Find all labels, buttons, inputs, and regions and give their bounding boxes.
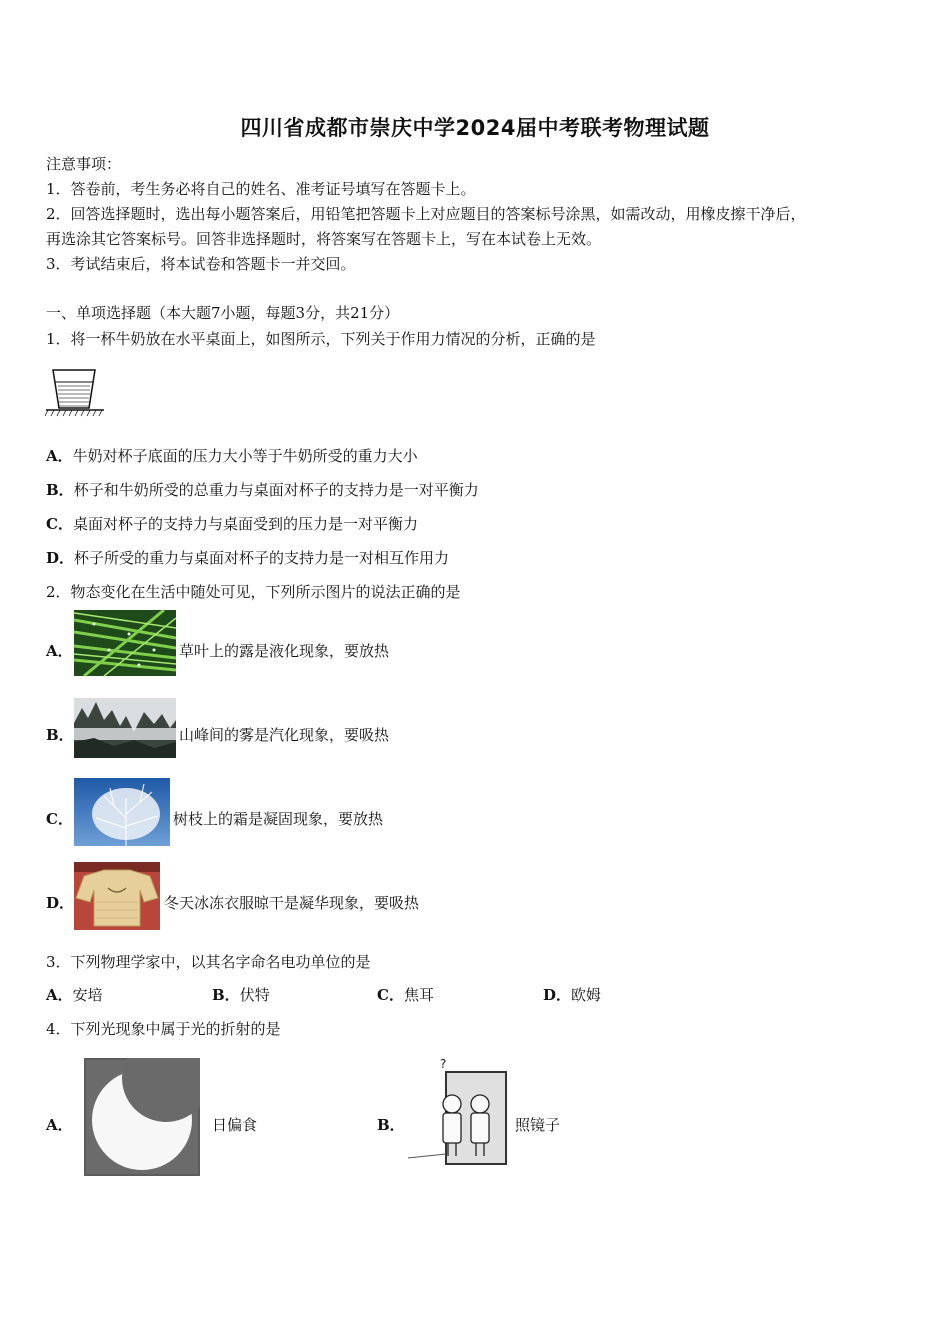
q4-option-a-label: A． bbox=[46, 1116, 73, 1134]
mirror-boy-image bbox=[406, 1054, 510, 1168]
frost-tree-photo bbox=[74, 778, 170, 846]
q2-option-c-label: C． bbox=[46, 810, 73, 828]
q4-option-a-text: 日偏食 bbox=[212, 1116, 258, 1134]
question-1-stem: 1．将一杯牛奶放在水平桌面上，如图所示，下列关于作用力情况的分析，正确的是 bbox=[46, 330, 596, 348]
notice-heading: 注意事项： bbox=[46, 155, 122, 173]
q1-option-b: B．杯子和牛奶所受的总重力与桌面对杯子的支持力是一对平衡力 bbox=[46, 481, 479, 499]
q4-option-b-text: 照镜子 bbox=[515, 1116, 561, 1134]
q3-option-c: C．焦耳 bbox=[377, 986, 434, 1004]
question-4-stem: 4．下列光现象中属于光的折射的是 bbox=[46, 1020, 281, 1038]
q2-option-b-text: 山峰间的雾是汽化现象，要吸热 bbox=[179, 726, 390, 744]
notice-item-2: 2．回答选择题时，选出每小题答案后，用铅笔把答题卡上对应题目的答案标号涂黑，如需改动，用橡皮擦干净后， bbox=[46, 205, 806, 223]
q2-option-d-text: 冬天冰冻衣服晾干是凝华现象，要吸热 bbox=[164, 894, 420, 912]
page-title: 四川省成都市崇庆中学2024届中考联考物理试题 bbox=[240, 116, 710, 140]
notice-item-1: 1．答卷前，考生务必将自己的姓名、准考证号填写在答题卡上。 bbox=[46, 180, 476, 198]
q1-option-c: C．桌面对杯子的支持力与桌面受到的压力是一对平衡力 bbox=[46, 515, 418, 533]
notice-item-2-cont: 再选涂其它答案标号。回答非选择题时，将答案写在答题卡上，写在本试卷上无效。 bbox=[46, 230, 602, 248]
q1-option-d: D．杯子所受的重力与桌面对杯子的支持力是一对相互作用力 bbox=[46, 549, 450, 567]
notice-item-3: 3．考试结束后，将本试卷和答题卡一并交回。 bbox=[46, 255, 356, 273]
q3-option-a: A．安培 bbox=[46, 986, 103, 1004]
q2-option-d-label: D． bbox=[46, 894, 75, 912]
frozen-clothes-photo bbox=[74, 862, 160, 930]
question-3-stem: 3．下列物理学家中，以其名字命名电功单位的是 bbox=[46, 953, 371, 971]
svg-text:?: ? bbox=[440, 1057, 447, 1071]
milk-cup-figure bbox=[44, 366, 108, 418]
q3-option-d: D．欧姆 bbox=[543, 986, 602, 1004]
q2-option-a-label: A． bbox=[46, 642, 73, 660]
q4-option-b-label: B． bbox=[377, 1116, 405, 1134]
q2-option-b-label: B． bbox=[46, 726, 74, 744]
partial-eclipse-image bbox=[84, 1058, 200, 1176]
q3-option-b: B．伏特 bbox=[212, 986, 270, 1004]
q2-option-c-text: 树枝上的霜是凝固现象，要放热 bbox=[173, 810, 384, 828]
q2-option-a-text: 草叶上的露是液化现象，要放热 bbox=[179, 642, 390, 660]
mountain-fog-photo bbox=[74, 698, 176, 758]
q1-option-a: A．牛奶对杯子底面的压力大小等于牛奶所受的重力大小 bbox=[46, 447, 418, 465]
question-2-stem: 2．物态变化在生活中随处可见，下列所示图片的说法正确的是 bbox=[46, 583, 461, 601]
dew-grass-photo bbox=[74, 610, 176, 676]
section-heading: 一、单项选择题（本大题7小题，每题3分，共21分） bbox=[46, 304, 400, 322]
